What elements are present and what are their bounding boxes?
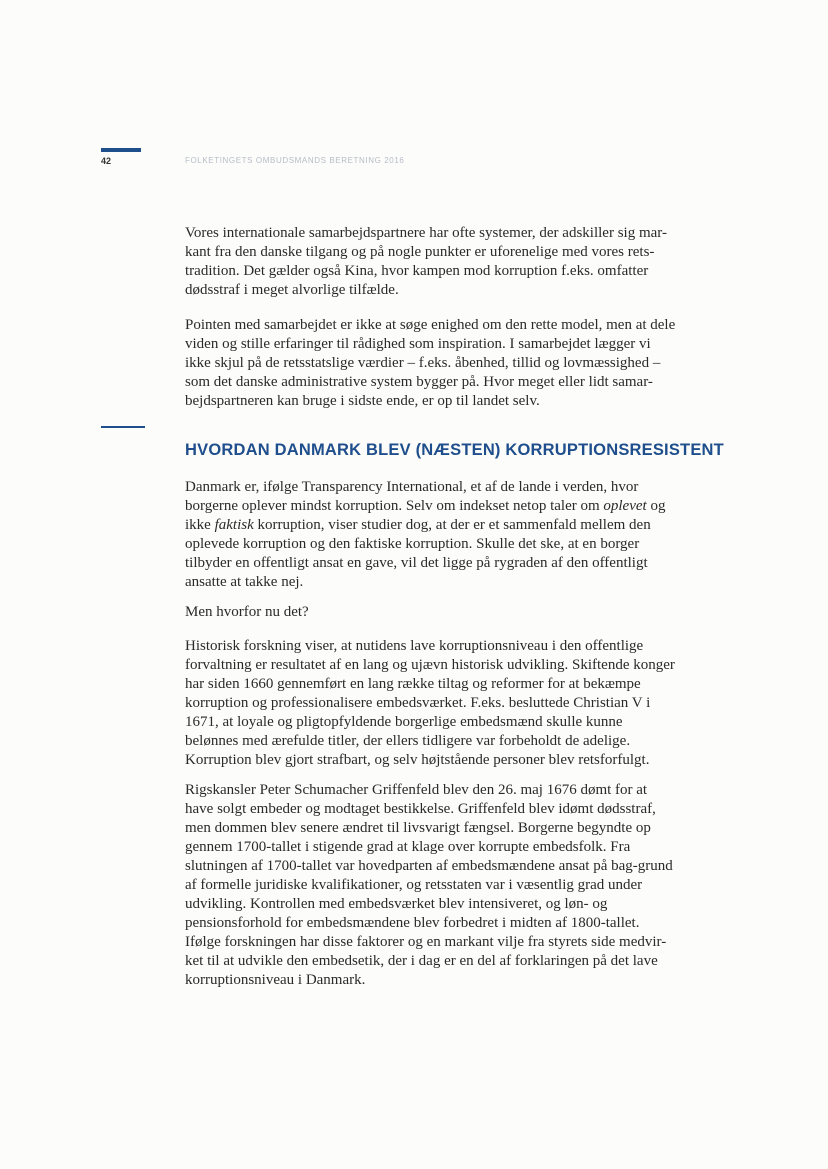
paragraph-part: Danmark er, ifølge Transparency International, et af de lande i verden, hvor borgerne oplever mindst korruption. Selv om indekset netop taler om [185, 479, 639, 514]
emphasis-faktisk: faktisk [214, 517, 254, 533]
paragraph-text: Vores internationale samarbejdspartnere har ofte systemer, der adskiller sig mar-kant fra den danske tilgang og på nogle punkter er uforenelige med vores rets-tradition. Det gælder også Kina, hvor kampen mod korruption f.eks. omfatter dødsstraf i meget alvorlige tilfælde. [185, 225, 667, 298]
paragraph-part: og ikke [185, 498, 666, 533]
running-header: FOLKETINGETS OMBUDSMANDS BERETNING 2016 [185, 156, 405, 165]
paragraph-text: Men hvorfor nu det? [185, 604, 309, 620]
section-paragraph-1 [185, 478, 677, 592]
intro-paragraph-1 [185, 224, 677, 300]
section-paragraph-3 [185, 637, 677, 770]
paragraph-text: Historisk forskning viser, at nutidens lave korruptionsniveau i den offentlige forvaltning er resultatet af en lang og ujævn historisk udvikling. Skiftende konger har siden 1660 gennemført en lang række tiltag og reformer for at bekæmpe korruption og professionalisere embedsværket. F.eks. besluttede Christian V i 1671, at loyale og pligtopfyldende borgerlige embedsmænd skulle kunne belønnes med ærefulde titler, der ellers tidligere var forbeholdt de adelige. Korruption blev gjort strafbart, og selv højtstående personer blev retsforfulgt. [185, 638, 675, 768]
intro-paragraph-2 [185, 316, 677, 411]
page-number-accent-bar [101, 148, 141, 152]
section-paragraph-2 [185, 603, 677, 622]
emphasis-oplevet: oplevet [603, 498, 647, 514]
section-heading: HVORDAN DANMARK BLEV (NÆSTEN) KORRUPTIONSRESISTENT [185, 441, 724, 459]
paragraph-text: Rigskansler Peter Schumacher Griffenfeld blev den 26. maj 1676 dømt for at have solgt embeder og modtaget bestikkelse. Griffenfeld blev idømt dødsstraf, men dommen blev senere ændret til livsvarigt fængsel. Borgerne begyndte op gennem 1700-tallet i stigende grad at klage over korrupte embedsfolk. Fra slutningen af 1700-tallet var hovedparten af embedsmændene ansat på bag-grund af formelle juridiske kvalifikationer, og retsstaten var i væsentlig grad under udvikling. Kontrollen med embedsværket blev intensiveret, og løn- og pensionsforhold for embedsmændene blev forbedret i midten af 1800-tallet. Ifølge forskningen har disse faktorer og en markant vilje fra styrets side medvir-ket til at udvikle den embedsetik, der i dag er en del af forklaringen på det lave korruptionsniveau i Danmark. [185, 782, 673, 988]
paragraph-text: Pointen med samarbejdet er ikke at søge enighed om den rette model, men at dele viden og stille erfaringer til rådighed som inspiration. I samarbejdet lægger vi ikke skjul på de retsstatslige værdier – f.eks. åbenhed, tillid og lovmæssighed – som det danske administrative system bygger på. Hvor meget eller lidt samar-bejdspartneren kan bruge i sidste ende, er op til landet selv. [185, 317, 676, 409]
paragraph-part: korruption, viser studier dog, at der er et sammenfald mellem den oplevede korruption og den faktiske korruption. Skulle det ske, at en borger tilbyder en offentligt ansat en gave, vil det ligge på rygraden af den offentligt ansatte at takke nej. [185, 517, 651, 590]
section-divider [101, 426, 145, 428]
section-paragraph-4 [185, 781, 677, 990]
page-number: 42 [101, 156, 112, 166]
paragraph-text [185, 478, 677, 592]
